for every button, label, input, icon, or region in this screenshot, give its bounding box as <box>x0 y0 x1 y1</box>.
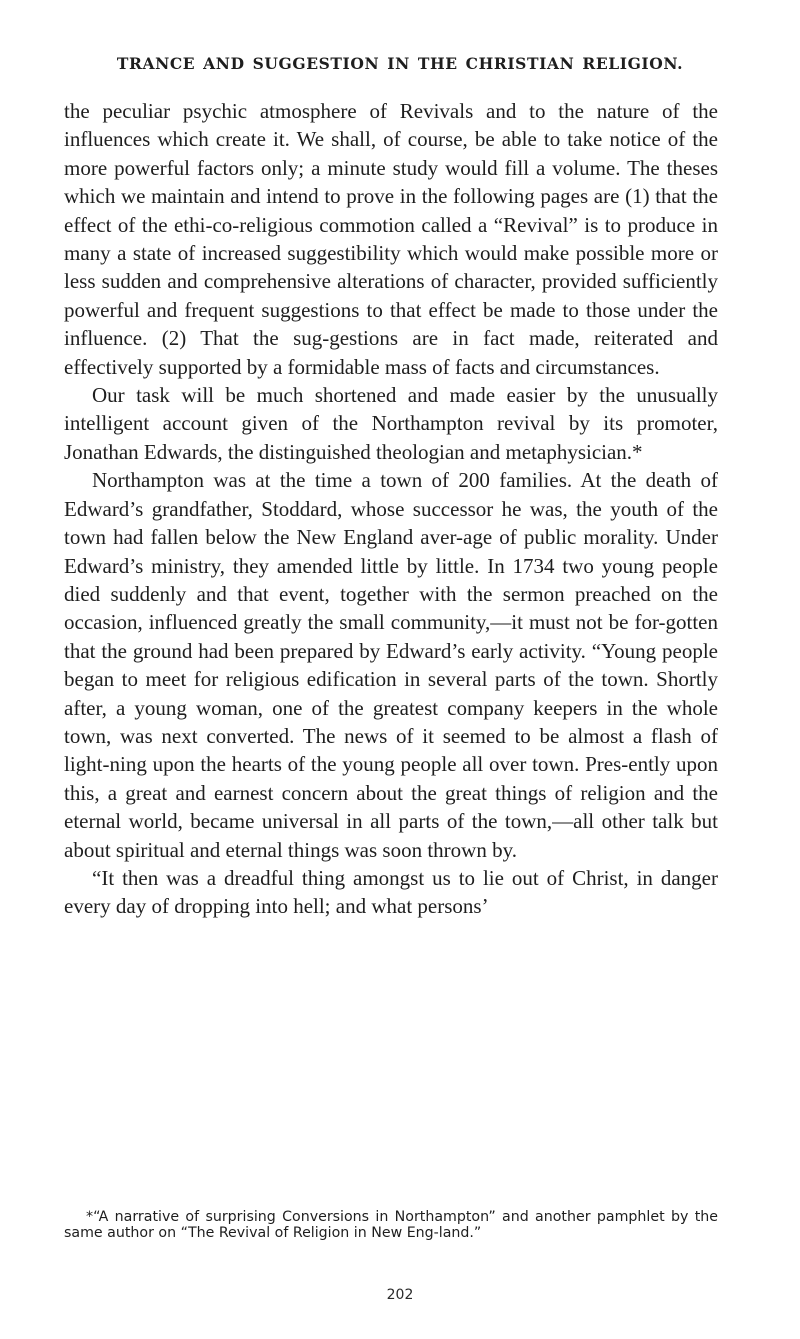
running-header: TRANCE AND SUGGESTION IN THE CHRISTIAN RELIGION. <box>116 54 684 73</box>
body-text <box>64 97 718 921</box>
footnote-text: *“A narrative of surprising Conversions in Northampton” and another pamphlet by the same author on “The Revival of Religion in New Eng-land.” <box>64 1209 718 1241</box>
paragraph: the peculiar psychic atmosphere of Revivals and to the nature of the influences which create it. We shall, of course, be able to take notice of the more powerful factors only; a minute study would fill a volume. The theses which we maintain and intend to prove in the following pages are (1) that the effect of the ethi-co-religious commotion called a “Revival” is to produce in many a state of increased suggestibility which would make possible more or less sudden and comprehensive alterations of character, provided sufficiently powerful and frequent suggestions to that effect be made to those under the influence. (2) That the sug-gestions are in fact made, reiterated and effectively supported by a formidable mass of facts and circumstances. <box>64 99 718 379</box>
paragraph: “It then was a dreadful thing amongst us to lie out of Christ, in danger every day of dropping into hell; and what persons’ <box>64 865 718 919</box>
footnote <box>64 1209 718 1241</box>
page-number: 202 <box>386 1287 414 1303</box>
paragraph: Northampton was at the time a town of 200 families. At the death of Edward’s grandfather, Stoddard, whose successor he was, the youth of the town had fallen below the New England aver-age of public morality. Under Edward’s ministry, they amended little by little. In 1734 two young people died suddenly and that event, together with the sermon preached on the occasion, influenced greatly the small community,—it must not be for-gotten that the ground had been prepared by Edward’s early activity. “Young people began to meet for religious edification in several parts of the town. Shortly after, a young woman, one of the greatest company keepers in the whole town, was next converted. The news of it seemed to be almost a flash of light-ning upon the hearts of the young people all over town. Pres-ently upon this, a great and earnest concern about the great things of religion and the eternal world, became universal in all parts of the town,—all other talk but about spiritual and eternal things was soon thrown by. <box>64 468 718 862</box>
paragraph: Our task will be much shortened and made easier by the unusually intelligent account given of the Northampton revival by its promoter, Jonathan Edwards, the distinguished theologian and metaphysician.* <box>64 383 718 464</box>
